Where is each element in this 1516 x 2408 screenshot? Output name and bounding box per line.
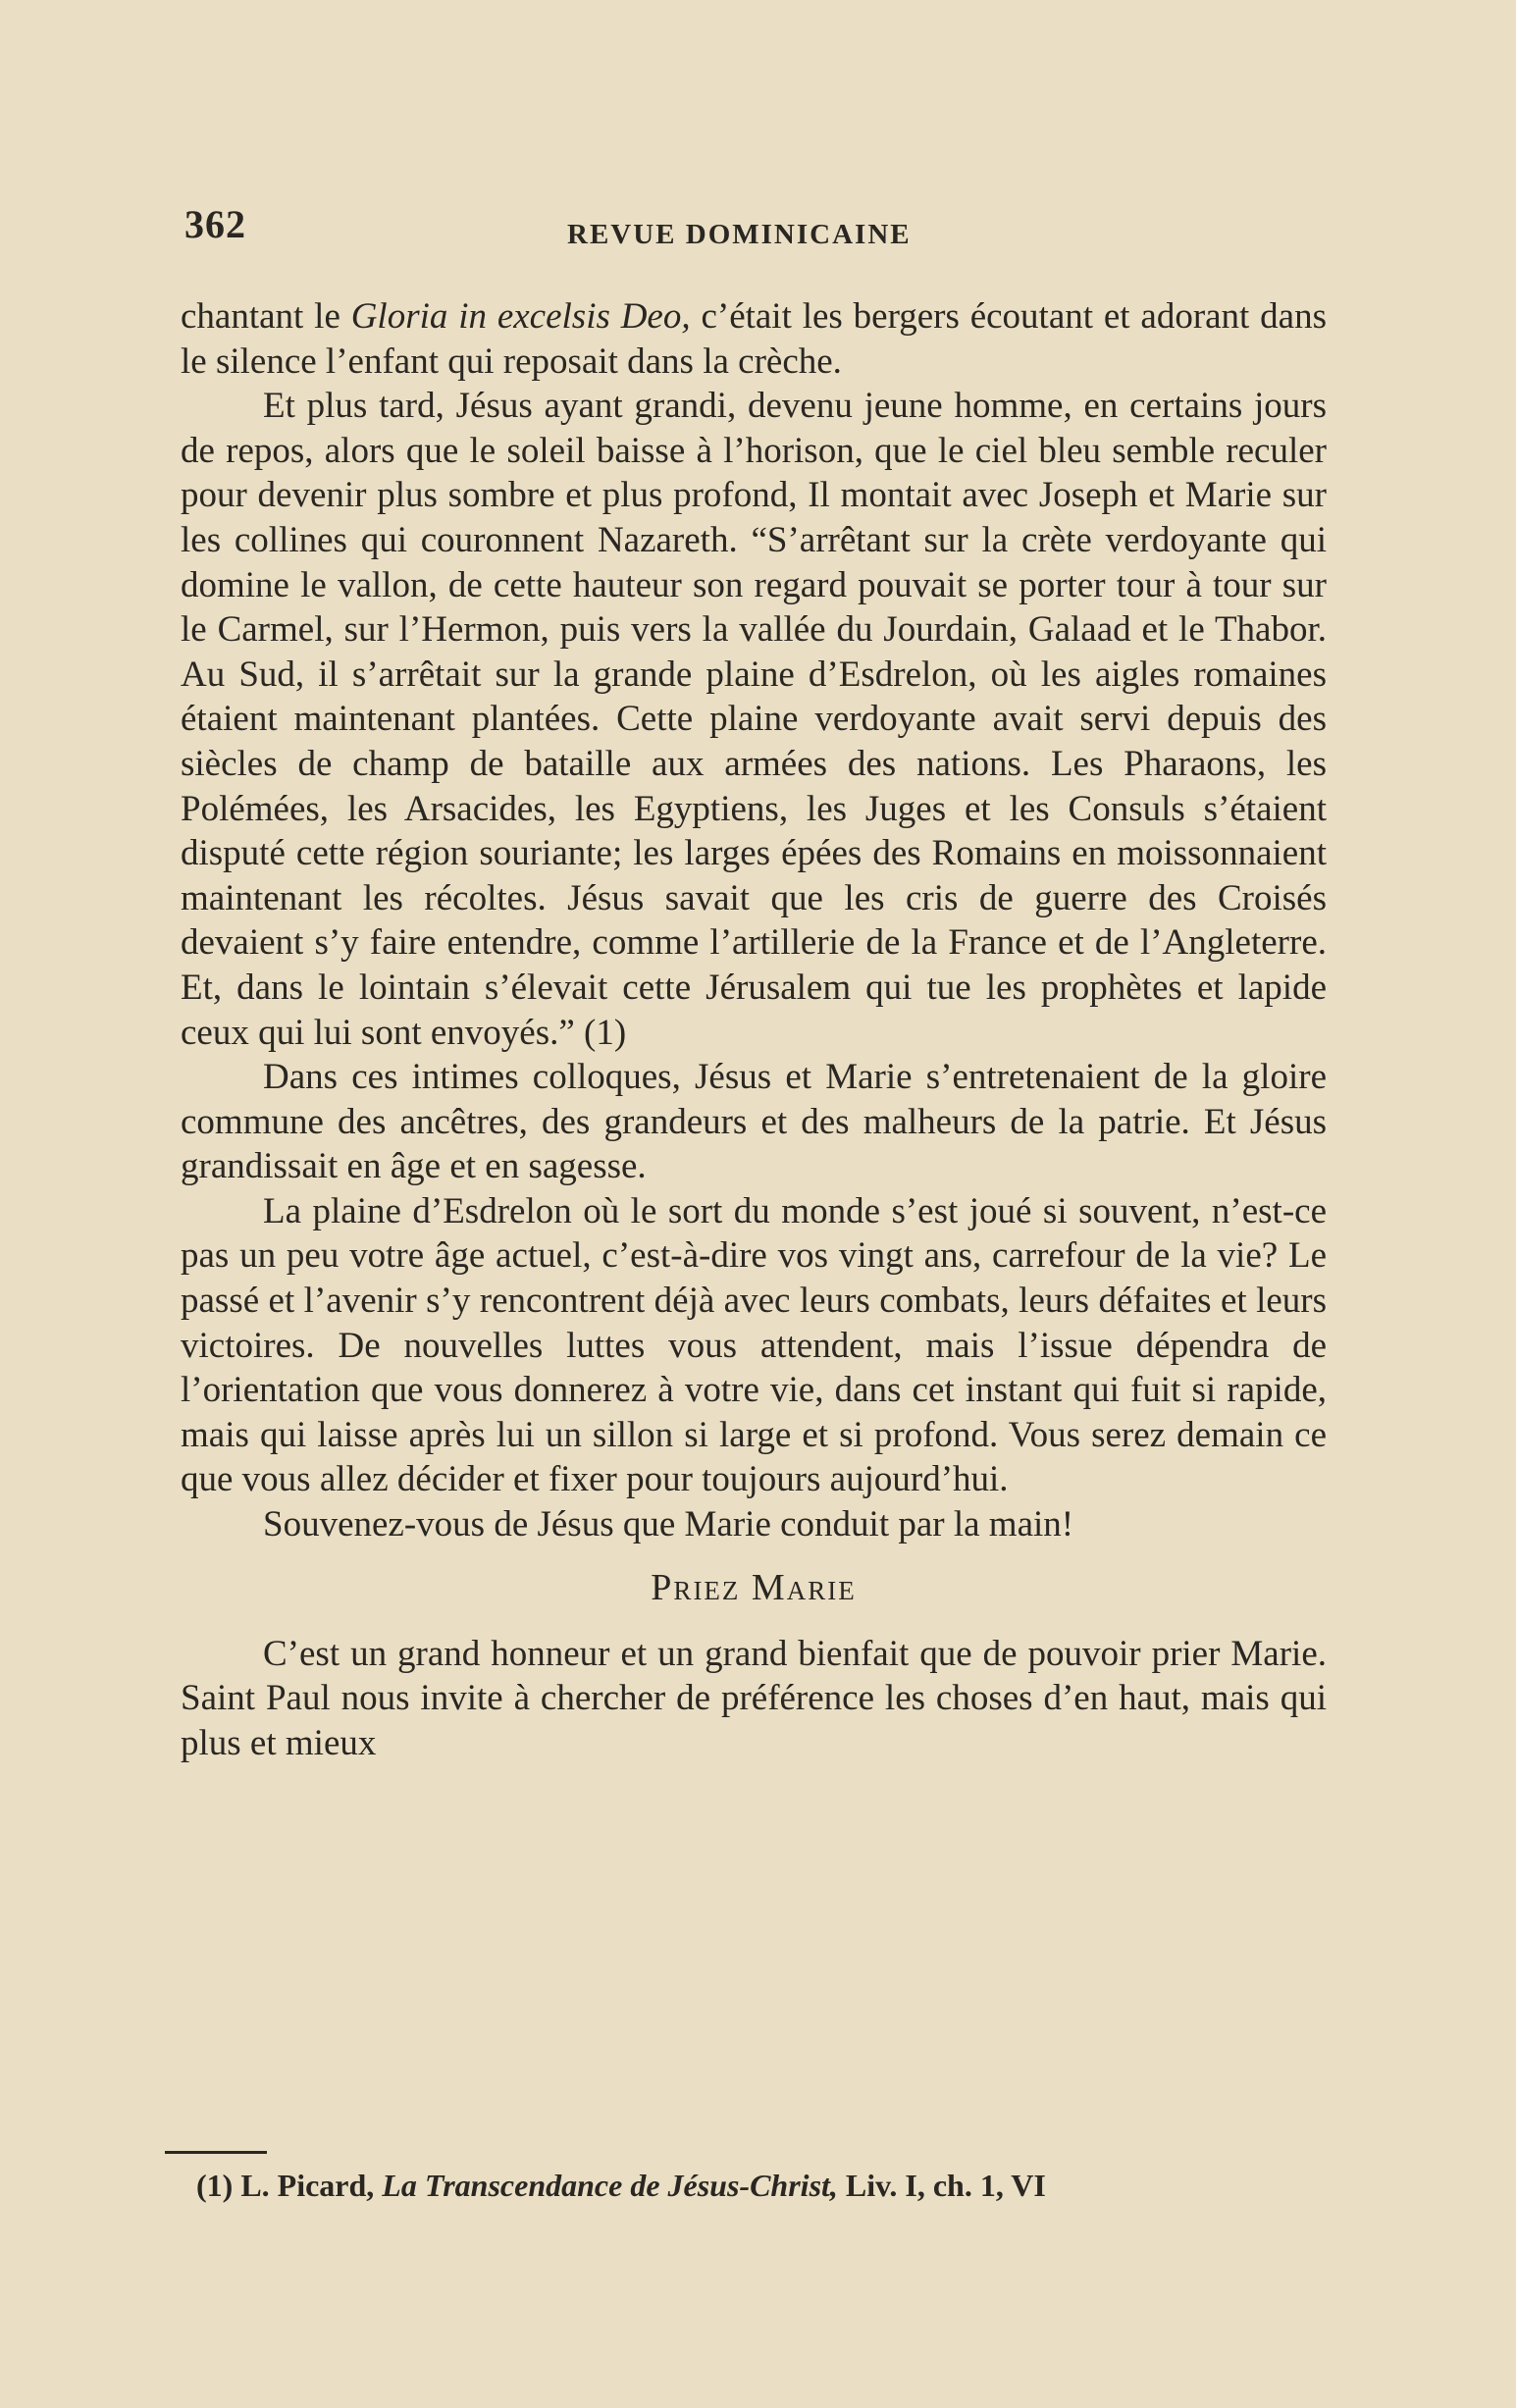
paragraph-2: Et plus tard, Jésus ayant grandi, devenu jeune homme, en certains jours de repos, alors que le soleil baisse à l’horison, que le ciel bleu semble reculer pour devenir plus sombre et plus profond, Il montait avec Joseph et Marie sur les collines qui couronnent Nazareth. “S’arrêtant sur la crète verdoyante qui domine le vallon, de cette hauteur son regard pouvait se porter tour à tour sur le Carmel, sur l’Hermon, puis vers la vallée du Jourdain, Galaad et le Thabor. Au Sud, il s’arrêtait sur la grande plaine d’Esdrelon, où les aigles romaines étaient maintenant plantées. Cette plaine verdoyante avait servi depuis des siècles de champ de bataille aux armées des nations. Les Pharaons, les Polémées, les Arsacides, les Egyptiens, les Juges et les Consuls s’étaient disputé cette région souriante; les larges épées des Romains en moissonnaient maintenant les récoltes. Jésus savait que les cris de guerre des Croisés devaient s’y faire entendre, comme l’artillerie de la France et de l’Angleterre. Et, dans le lointain s’élevait cette Jérusalem qui tue les prophètes et lapide ceux qui lui sont envoyés.” (1) — [181, 386, 1327, 1053]
paragraph-3: Dans ces intimes colloques, Jésus et Marie s’entretenaient de la gloire commune des ancêtres, des grandeurs et des malheurs de la patrie. Et Jésus grandissait en âge et en sagesse. — [181, 1057, 1327, 1187]
paragraph-1-end: c’était les bergers écoutant et adorant dans le silence l’enfant qui reposait dans la crèche. — [181, 296, 1327, 382]
paragraph-1-start: chantant le — [181, 296, 351, 337]
body-text — [181, 294, 1327, 1765]
page-number: 362 — [184, 202, 246, 246]
footnote-rule — [165, 2151, 267, 2154]
footnote-reference: Liv. I, ch. 1, VI — [837, 2168, 1046, 2203]
paragraph-1 — [181, 294, 1327, 384]
footnote-title: La Transcendance de Jésus-Christ, — [382, 2168, 838, 2203]
footnote-marker: (1) — [196, 2168, 234, 2203]
latin-phrase: Gloria in excelsis Deo, — [350, 296, 691, 337]
section-title: Priez Marie — [651, 1566, 857, 1608]
paragraph-6: C’est un grand honneur et un grand bienfait que de pouvoir prier Marie. Saint Paul nous invite à chercher de préférence les choses d’en haut, mais qui plus et mieux — [181, 1633, 1327, 1763]
running-title: REVUE DOMINICAINE — [567, 219, 912, 250]
footnote-author: L. Picard, — [233, 2168, 383, 2203]
paragraph-5: Souvenez-vous de Jésus que Marie conduit par la main! — [263, 1504, 1074, 1545]
footnote — [196, 2164, 1325, 2207]
paragraph-4: La plaine d’Esdrelon où le sort du monde s’est joué si souvent, n’est-ce pas un peu votre âge actuel, c’est-à-dire vos vingt ans, carrefour de la vie? Le passé et l’avenir s’y rencontrent déjà avec leurs combats, leurs défaites et leurs victoires. De nouvelles luttes vous attendent, mais l’issue dépendra de l’orientation que vous donnerez à votre vie, dans cet instant qui fuit si rapide, mais qui laisse après lui un sillon si large et si profond. Vous serez demain ce que vous allez décider et fixer pour toujours aujourd’hui. — [181, 1190, 1327, 1500]
page-header — [184, 201, 1323, 260]
